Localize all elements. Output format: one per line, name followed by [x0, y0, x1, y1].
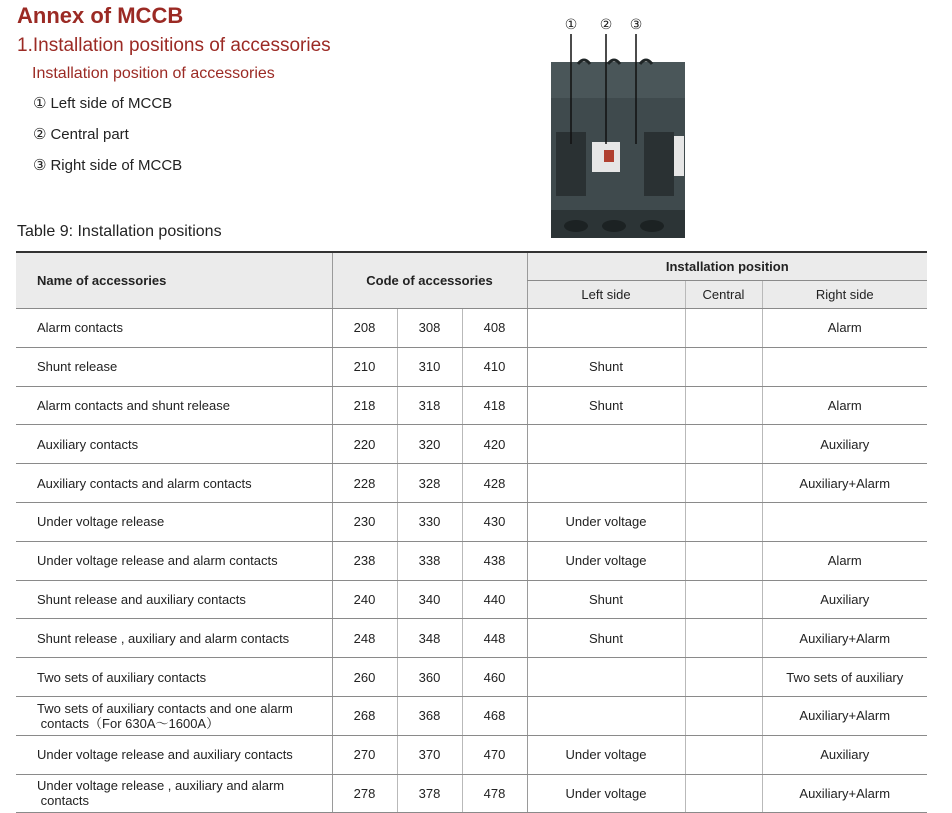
row-code-3: 438 [462, 541, 527, 580]
annex-title: Annex of MCCB [17, 3, 184, 28]
row-name [16, 696, 332, 735]
row-code-1: 230 [332, 502, 397, 541]
row-name: Under voltage release and auxiliary contacts [16, 735, 332, 774]
row-code-2: 320 [397, 425, 462, 464]
row-left: Shunt [527, 347, 685, 386]
table-row [16, 502, 927, 541]
position-label: Left side of MCCB [50, 95, 173, 112]
row-right: Auxiliary+Alarm [762, 619, 927, 658]
row-code-2: 308 [397, 309, 462, 348]
position-list [33, 94, 182, 187]
row-name: Under voltage release [16, 502, 332, 541]
row-central [685, 502, 762, 541]
row-right: Alarm [762, 309, 927, 348]
photo-marker-central: ② [599, 17, 613, 33]
table-row [16, 347, 927, 386]
position-label: Right side of MCCB [50, 157, 183, 174]
row-code-3: 418 [462, 386, 527, 425]
row-name: Alarm contacts [16, 309, 332, 348]
row-left: Under voltage [527, 502, 685, 541]
table-row [16, 658, 927, 697]
terminal-hole [564, 220, 588, 232]
mccb-photo [548, 14, 688, 242]
row-code-2: 338 [397, 541, 462, 580]
position-item-central [33, 125, 182, 156]
row-code-3: 440 [462, 580, 527, 619]
row-code-1: 260 [332, 658, 397, 697]
table-row [16, 696, 927, 735]
row-name: Auxiliary contacts [16, 425, 332, 464]
row-central [685, 425, 762, 464]
row-name: Shunt release and auxiliary contacts [16, 580, 332, 619]
row-code-2: 370 [397, 735, 462, 774]
row-code-2: 330 [397, 502, 462, 541]
row-code-3: 448 [462, 619, 527, 658]
row-code-3: 468 [462, 696, 527, 735]
row-central [685, 735, 762, 774]
table-row [16, 386, 927, 425]
row-central [685, 580, 762, 619]
row-code-2: 318 [397, 386, 462, 425]
table-row [16, 309, 927, 348]
row-left: Shunt [527, 619, 685, 658]
row-code-1: 228 [332, 464, 397, 503]
terminal-hole [640, 220, 664, 232]
row-name-line: Two sets of auxiliary contacts and one alarm [37, 700, 293, 716]
row-code-1: 248 [332, 619, 397, 658]
row-code-2: 328 [397, 464, 462, 503]
row-code-1: 220 [332, 425, 397, 464]
row-code-1: 208 [332, 309, 397, 348]
row-central [685, 464, 762, 503]
row-right: Auxiliary [762, 735, 927, 774]
side-label [674, 136, 684, 176]
row-code-1: 238 [332, 541, 397, 580]
row-name-line: Under voltage release , auxiliary and alarm [37, 778, 285, 794]
row-code-3: 430 [462, 502, 527, 541]
row-code-1: 210 [332, 347, 397, 386]
table-row [16, 580, 927, 619]
row-central [685, 347, 762, 386]
row-name-line: contacts [40, 793, 90, 809]
row-code-1: 240 [332, 580, 397, 619]
row-left: Under voltage [527, 541, 685, 580]
header-code: Code of accessories [332, 252, 527, 309]
row-right: Two sets of auxiliary [762, 658, 927, 697]
row-name: Alarm contacts and shunt release [16, 386, 332, 425]
header-name: Name of accessories [16, 252, 332, 309]
row-code-2: 310 [397, 347, 462, 386]
row-code-3: 460 [462, 658, 527, 697]
row-right: Alarm [762, 541, 927, 580]
header-central: Central [685, 281, 762, 309]
row-name: Shunt release [16, 347, 332, 386]
position-item-right [33, 156, 182, 187]
row-name: Under voltage release and alarm contacts [16, 541, 332, 580]
position-label: Central part [50, 126, 129, 143]
row-right [762, 502, 927, 541]
row-central [685, 619, 762, 658]
terminal-hole [602, 220, 626, 232]
row-left [527, 696, 685, 735]
row-right: Auxiliary [762, 425, 927, 464]
row-code-3: 470 [462, 735, 527, 774]
row-central [685, 696, 762, 735]
row-name-line: contacts（For 630A～1600A） [40, 715, 220, 731]
row-code-3: 410 [462, 347, 527, 386]
row-left [527, 464, 685, 503]
row-code-1: 270 [332, 735, 397, 774]
photo-marker-right: ③ [629, 17, 643, 33]
row-name: Auxiliary contacts and alarm contacts [16, 464, 332, 503]
row-code-2: 348 [397, 619, 462, 658]
position-marker: ③ [33, 157, 47, 174]
table-row [16, 425, 927, 464]
row-code-3: 478 [462, 774, 527, 813]
right-compartment [644, 132, 674, 196]
row-code-3: 420 [462, 425, 527, 464]
row-code-1: 218 [332, 386, 397, 425]
row-code-3: 408 [462, 309, 527, 348]
header-installation: Installation position [527, 252, 927, 281]
table-row [16, 774, 927, 813]
row-left [527, 658, 685, 697]
table-row [16, 541, 927, 580]
row-code-1: 278 [332, 774, 397, 813]
row-code-2: 340 [397, 580, 462, 619]
row-left: Shunt [527, 386, 685, 425]
row-code-1: 268 [332, 696, 397, 735]
row-right: Auxiliary+Alarm [762, 696, 927, 735]
row-code-3: 428 [462, 464, 527, 503]
table-row [16, 619, 927, 658]
table-title: Table 9: Installation positions [17, 223, 222, 240]
row-central [685, 386, 762, 425]
installation-positions-table [16, 251, 927, 813]
position-marker: ① [33, 95, 47, 112]
row-right [762, 347, 927, 386]
row-left [527, 309, 685, 348]
row-left: Under voltage [527, 774, 685, 813]
row-code-2: 378 [397, 774, 462, 813]
header-right: Right side [762, 281, 927, 309]
position-marker: ② [33, 126, 47, 143]
row-right: Auxiliary [762, 580, 927, 619]
photo-marker-left: ① [564, 17, 578, 33]
row-central [685, 774, 762, 813]
handle [604, 150, 614, 162]
row-name [16, 774, 332, 813]
section-title: 1.Installation positions of accessories [17, 35, 331, 56]
row-central [685, 541, 762, 580]
row-left: Shunt [527, 580, 685, 619]
row-code-2: 360 [397, 658, 462, 697]
position-item-left [33, 94, 182, 125]
row-right: Alarm [762, 386, 927, 425]
table-row [16, 464, 927, 503]
row-left [527, 425, 685, 464]
row-code-2: 368 [397, 696, 462, 735]
row-central [685, 658, 762, 697]
row-name: Two sets of auxiliary contacts [16, 658, 332, 697]
row-right: Auxiliary+Alarm [762, 774, 927, 813]
row-right: Auxiliary+Alarm [762, 464, 927, 503]
header-left: Left side [527, 281, 685, 309]
row-left: Under voltage [527, 735, 685, 774]
row-central [685, 309, 762, 348]
table-row [16, 735, 927, 774]
row-name: Shunt release , auxiliary and alarm contacts [16, 619, 332, 658]
subheading: Installation position of accessories [32, 65, 275, 82]
